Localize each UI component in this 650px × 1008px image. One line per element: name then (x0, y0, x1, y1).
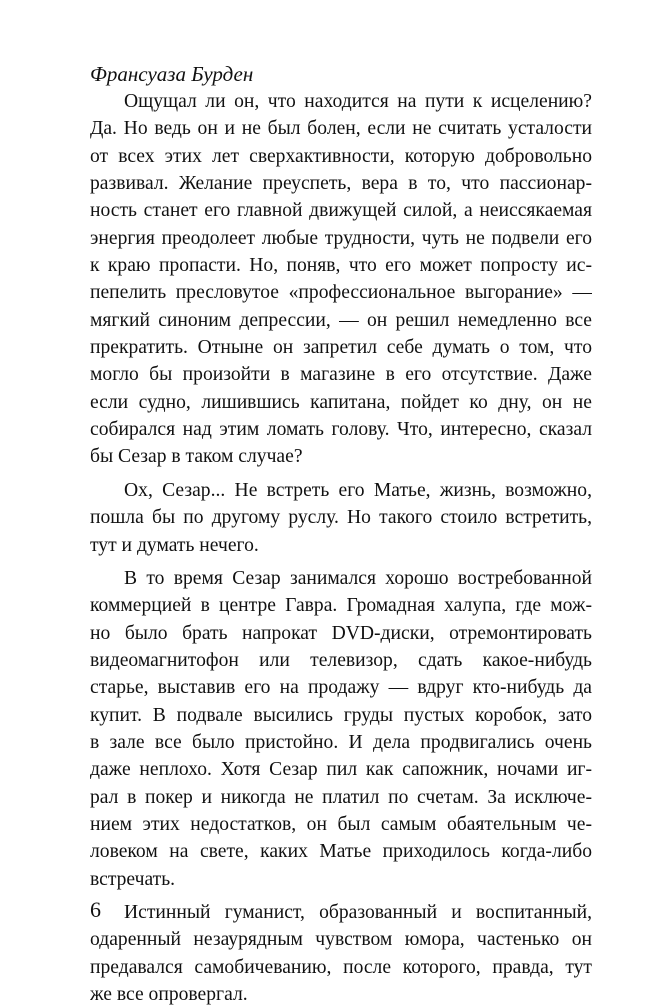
text-line: видеомагнитофон или телевизор, сдать какое-нибудь (90, 649, 592, 671)
text-line: собирался над этим ломать голову. Что, интересно, сказал (90, 419, 592, 441)
paragraph-4 (90, 899, 592, 1008)
text-line: если судно, лишившись капитана, пойдет ко дну, он не (90, 391, 592, 413)
text-line: пепелить пресловутое «профессиональное выгорание» — (90, 282, 592, 304)
paragraph-1 (90, 88, 592, 471)
text-line: прекратить. Отныне он запретил себе думать о том, что (90, 337, 592, 359)
paragraph-2 (90, 477, 592, 559)
running-head-author: Франсуаза Бурден (90, 62, 254, 86)
text-line: энергия преодолеет любые трудности, чуть не подвели его (90, 227, 592, 249)
body-text (90, 88, 592, 1008)
page-number: 6 (90, 897, 101, 922)
text-line: одаренный незаурядным чувством юмора, частенько он (90, 929, 592, 951)
text-line: к краю пропасти. Но, поняв, что его может попросту ис- (90, 255, 592, 277)
text-line: встречать. (90, 868, 176, 890)
text-line: ность станет его главной движущей силой, а неиссякаемая (90, 200, 592, 222)
text-line: предавался самобичеванию, после которого, правда, тут (90, 956, 592, 978)
text-line: бы Сезар в таком случае? (90, 446, 303, 468)
text-line: развивал. Желание преуспеть, вера в то, что пассионар- (90, 173, 592, 195)
text-line: нием этих недостатков, он был самым обаятельным че- (90, 813, 592, 835)
text-line: пошла бы по другому руслу. Но такого стоило встретить, (90, 507, 592, 529)
text-line: же все опровергал. (90, 984, 248, 1005)
text-line: Истинный гуманист, образованный и воспитанный, (124, 901, 592, 923)
text-line: Ощущал ли он, что находится на пути к исцелению? (124, 91, 592, 112)
text-line: коммерцией в центре Гавра. Громадная халупа, где мож- (90, 595, 592, 617)
text-line: купит. В подвале высились груды пустых коробок, зато (90, 704, 592, 726)
text-line: Ох, Сезар... Не встреть его Матье, жизнь, возможно, (124, 479, 592, 501)
text-line: Да. Но ведь он и не был болен, если не считать усталости (90, 118, 592, 140)
text-line: даже неплохо. Хотя Сезар пил как сапожник, ночами иг- (90, 759, 592, 781)
text-line: но было брать напрокат DVD-диски, отремонтировать (90, 622, 592, 644)
paragraph-3 (90, 565, 592, 893)
text-line: от всех этих лет сверхактивности, которую добровольно (90, 145, 592, 167)
text-line: ловеком на свете, каких Матье приходилось когда-либо (90, 841, 592, 863)
text-line: рал в покер и никогда не платил по счетам. За исключе- (90, 786, 592, 808)
text-line: старье, выставив его на продажу — вдруг кто-нибудь да (90, 677, 592, 699)
text-line: могло бы произойти в магазине в его отсутствие. Даже (90, 364, 592, 386)
text-line: мягкий синоним депрессии, — он решил немедленно все (90, 309, 592, 331)
text-line: в зале все было пристойно. И дела продвигались очень (90, 731, 592, 753)
text-line: тут и думать нечего. (90, 534, 259, 556)
text-line: В то время Сезар занимался хорошо востребованной (124, 567, 592, 589)
